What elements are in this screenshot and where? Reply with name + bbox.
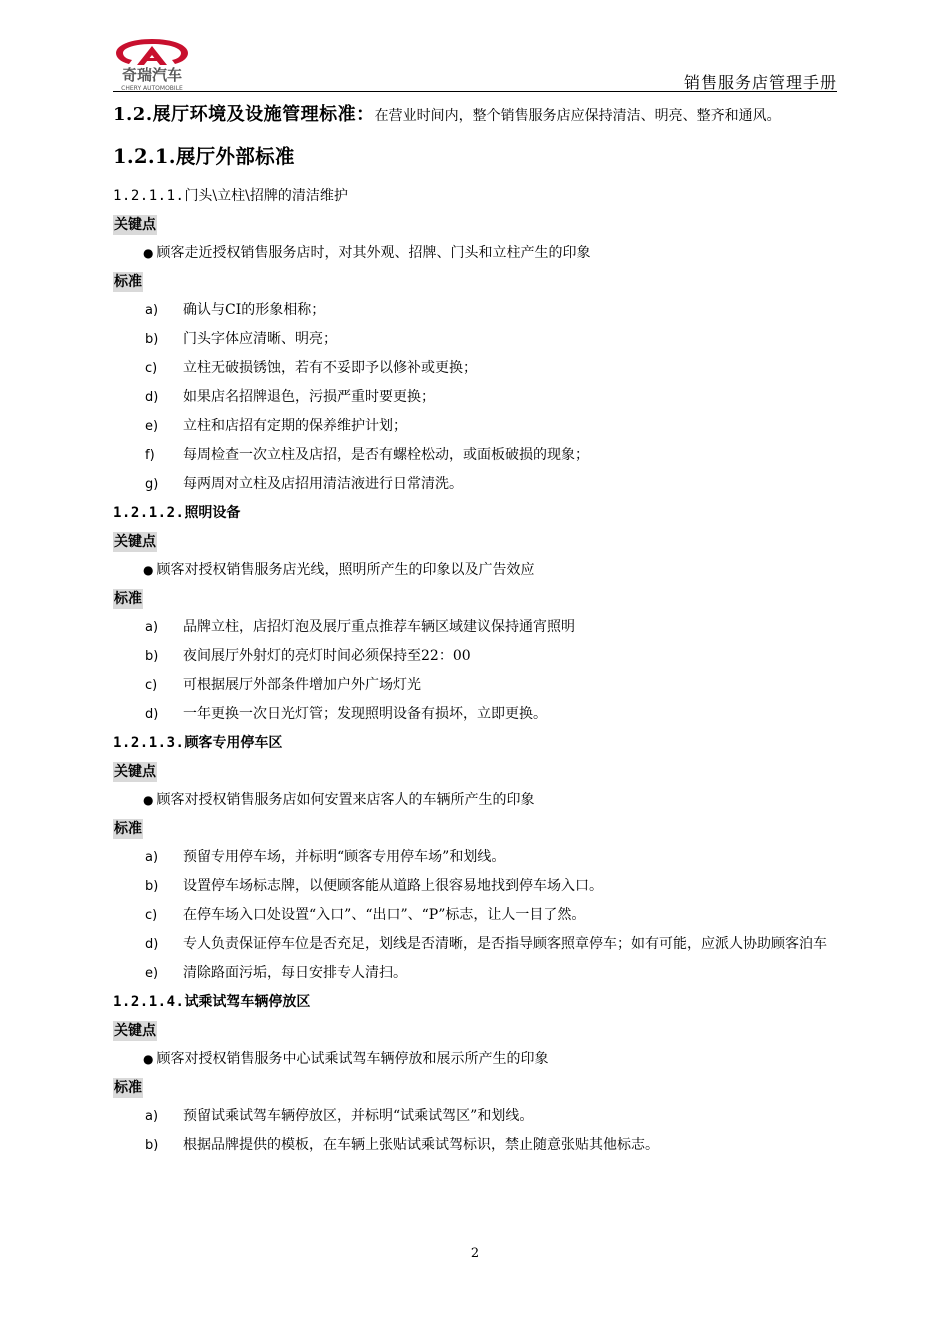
item-title: 门头\立柱\招牌的清洁维护: [184, 188, 348, 204]
list-item-text: 每两周对立柱及店招用清洁液进行日常清洗。: [183, 476, 463, 492]
standard-items: [113, 182, 837, 1160]
list-item-text: 清除路面污垢，每日安排专人清扫。: [183, 965, 407, 981]
list-item-text: 可根据展厅外部条件增加户外广场灯光: [183, 677, 421, 693]
list-item: [113, 671, 837, 700]
list-item-text: 立柱和店招有定期的保养维护计划；: [183, 418, 407, 434]
subsection-title: 1.2.1.展厅外部标准: [113, 145, 295, 168]
item-heading: [113, 499, 837, 528]
standard-label: 标准: [114, 821, 142, 837]
key-point-text: 顾客对授权销售服务中心试乘试驾车辆停放和展示所产生的印象: [156, 1051, 549, 1067]
standard-label: 标准: [114, 274, 142, 290]
list-item-label: c): [145, 361, 158, 376]
list-item-text: 每周检查一次立柱及店招，是否有螺栓松动，或面板破损的现象；: [183, 447, 589, 463]
list-item-label: f): [145, 448, 155, 463]
list-item-label: e): [145, 419, 159, 434]
list-item: [113, 296, 837, 325]
list-item: [113, 642, 837, 671]
list-item: [113, 354, 837, 383]
key-point: [113, 556, 837, 585]
bullet-icon: ●: [143, 563, 154, 577]
list-item: [113, 843, 837, 872]
list-item: [113, 383, 837, 412]
list-item: [113, 325, 837, 354]
item-title: 照明设备: [184, 505, 241, 521]
list-item: [113, 412, 837, 441]
bullet-icon: ●: [143, 1052, 154, 1066]
list-item: [113, 959, 837, 988]
list-item-label: b): [145, 879, 159, 894]
list-item-text: 根据品牌提供的模板，在车辆上张贴试乘试驾标识，禁止随意张贴其他标志。: [183, 1137, 659, 1153]
list-item: [113, 901, 837, 930]
item-heading: [113, 182, 837, 211]
item-number: 1.2.1.4.: [113, 994, 185, 1010]
key-point-text: 顾客对授权销售服务店光线，照明所产生的印象以及广告效应: [156, 562, 535, 578]
document-body: [113, 100, 837, 1160]
bullet-icon: ●: [143, 246, 154, 260]
page-number: 2: [470, 1246, 480, 1261]
key-point: [113, 239, 837, 268]
page-header: [113, 36, 837, 92]
list-item: [113, 613, 837, 642]
section-number: 1.2.: [113, 104, 153, 125]
list-item-label: g): [145, 477, 159, 492]
key-point-label: 关键点: [114, 764, 156, 780]
list-item-label: e): [145, 966, 159, 981]
item-title: 试乘试驾车辆停放区: [184, 994, 311, 1010]
list-item-text: 确认与CI的形象相称；: [183, 302, 326, 318]
bullet-icon: ●: [143, 793, 154, 807]
list-item: [113, 1131, 837, 1160]
logo-text: 奇瑞汽车: [121, 66, 183, 84]
chery-logo-icon: [107, 36, 197, 92]
list-item-text: 预留专用停车场，并标明“顾客专用停车场”和划线。: [183, 849, 506, 865]
list-item-label: a): [145, 1109, 159, 1124]
list-item-label: d): [145, 390, 159, 405]
key-point: [113, 1045, 837, 1074]
list-item-label: b): [145, 1138, 159, 1153]
header-divider: [113, 91, 837, 92]
key-point-text: 顾客走近授权销售服务店时，对其外观、招牌、门头和立柱产生的印象: [156, 245, 591, 261]
list-item: [113, 872, 837, 901]
list-item-label: c): [145, 678, 158, 693]
list-item: [113, 470, 837, 499]
list-item-label: a): [145, 620, 159, 635]
list-item-text: 一年更换一次日光灯管；发现照明设备有损坏，立即更换。: [183, 706, 547, 722]
list-item-text: 品牌立柱，店招灯泡及展厅重点推荐车辆区域建议保持通宵照明: [183, 619, 575, 635]
list-item-text: 门头字体应清晰、明亮；: [183, 331, 337, 347]
list-item: [113, 1102, 837, 1131]
list-item-text: 预留试乘试驾车辆停放区，并标明“试乘试驾区”和划线。: [183, 1108, 534, 1124]
item-number: 1.2.1.2.: [113, 505, 185, 521]
key-point: [113, 786, 837, 815]
item-heading: [113, 729, 837, 758]
logo-subtext: CHERY AUTOMOBILE: [121, 85, 183, 92]
item-heading: [113, 988, 837, 1017]
list-item-label: d): [145, 937, 159, 952]
list-item-label: d): [145, 707, 159, 722]
list-item: [113, 441, 837, 470]
section-title: 展厅环境及设施管理标准：: [152, 104, 375, 125]
standard-label: 标准: [114, 591, 142, 607]
list-item: [113, 930, 837, 959]
chery-logo: [107, 36, 197, 92]
key-point-text: 顾客对授权销售服务店如何安置来店客人的车辆所产生的印象: [156, 792, 535, 808]
key-point-label: 关键点: [114, 1023, 156, 1039]
list-item-label: c): [145, 908, 158, 923]
list-item-text: 如果店名招牌退色，污损严重时要更换；: [183, 389, 435, 405]
key-point-label: 关键点: [114, 217, 156, 233]
list-item-text: 设置停车场标志牌，以便顾客能从道路上很容易地找到停车场入口。: [183, 878, 603, 894]
key-point-label: 关键点: [114, 534, 156, 550]
header-title: 销售服务店管理手册: [683, 73, 837, 92]
list-item-label: b): [145, 332, 159, 347]
item-title: 顾客专用停车区: [184, 735, 283, 751]
list-item-label: b): [145, 649, 159, 664]
list-item-text: 立柱无破损锈蚀，若有不妥即予以修补或更换；: [183, 360, 477, 376]
list-item: [113, 700, 837, 729]
section-description: 在营业时间内，整个销售服务店应保持清洁、明亮、整齐和通风。: [374, 108, 781, 124]
list-item-text: 在停车场入口处设置“入口”、“出口”、“P”标志，让人一目了然。: [183, 907, 586, 923]
section-heading: [113, 100, 837, 131]
list-item-label: a): [145, 850, 159, 865]
list-item-label: a): [145, 303, 159, 318]
list-item-text: 夜间展厅外射灯的亮灯时间必须保持至22：00: [183, 648, 471, 664]
standard-label: 标准: [114, 1080, 142, 1096]
list-item-text: 专人负责保证停车位是否充足，划线是否清晰，是否指导顾客照章停车；如有可能，应派人协助顾客泊车: [183, 936, 827, 952]
item-number: 1.2.1.3.: [113, 735, 185, 751]
item-number: 1.2.1.1.: [113, 188, 185, 204]
